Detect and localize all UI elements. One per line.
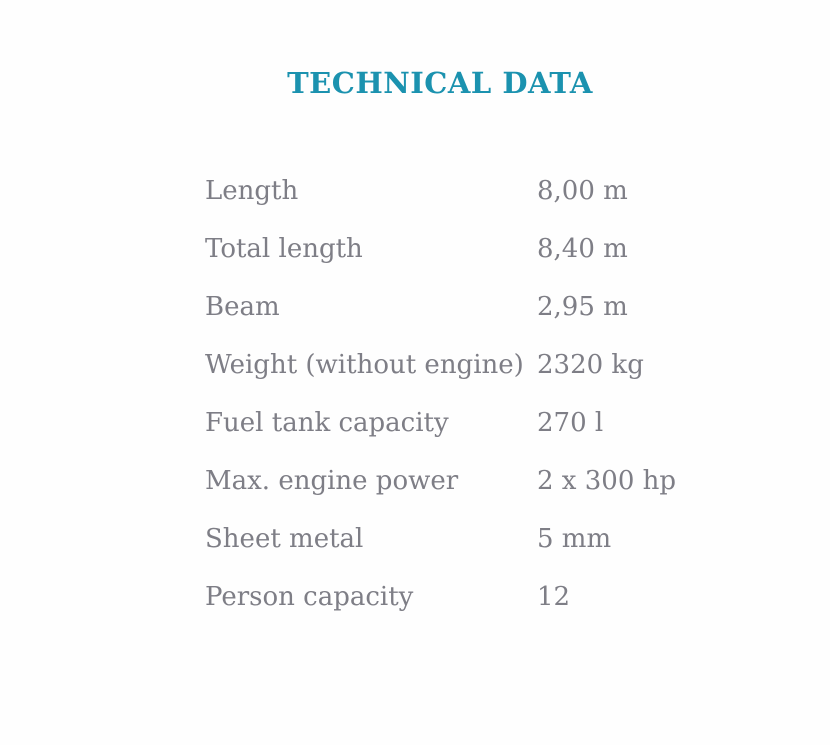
table-row xyxy=(205,452,675,510)
spec-label: Weight (without engine) xyxy=(205,349,524,380)
table-row xyxy=(205,220,675,278)
spec-table xyxy=(205,162,675,626)
spec-value: 2320 kg xyxy=(537,349,644,380)
spec-value: 270 l xyxy=(537,407,604,438)
table-row xyxy=(205,394,675,452)
spec-label: Total length xyxy=(205,233,363,264)
page-title: TECHNICAL DATA xyxy=(287,66,593,100)
table-row xyxy=(205,278,675,336)
technical-data-section xyxy=(205,68,675,626)
table-row xyxy=(205,510,675,568)
spec-value: 12 xyxy=(537,581,571,612)
spec-value: 2 x 300 hp xyxy=(537,465,677,496)
spec-label: Fuel tank capacity xyxy=(205,407,449,438)
table-row xyxy=(205,336,675,394)
spec-label: Sheet metal xyxy=(205,523,364,554)
spec-value: 8,40 m xyxy=(537,233,628,264)
spec-label: Length xyxy=(205,175,299,206)
spec-label: Beam xyxy=(205,291,280,322)
spec-label: Person capacity xyxy=(205,581,414,612)
spec-value: 5 mm xyxy=(537,523,612,554)
spec-value: 2,95 m xyxy=(537,291,628,322)
table-row xyxy=(205,568,675,626)
spec-value: 8,00 m xyxy=(537,175,628,206)
spec-label: Max. engine power xyxy=(205,465,459,496)
table-row xyxy=(205,162,675,220)
